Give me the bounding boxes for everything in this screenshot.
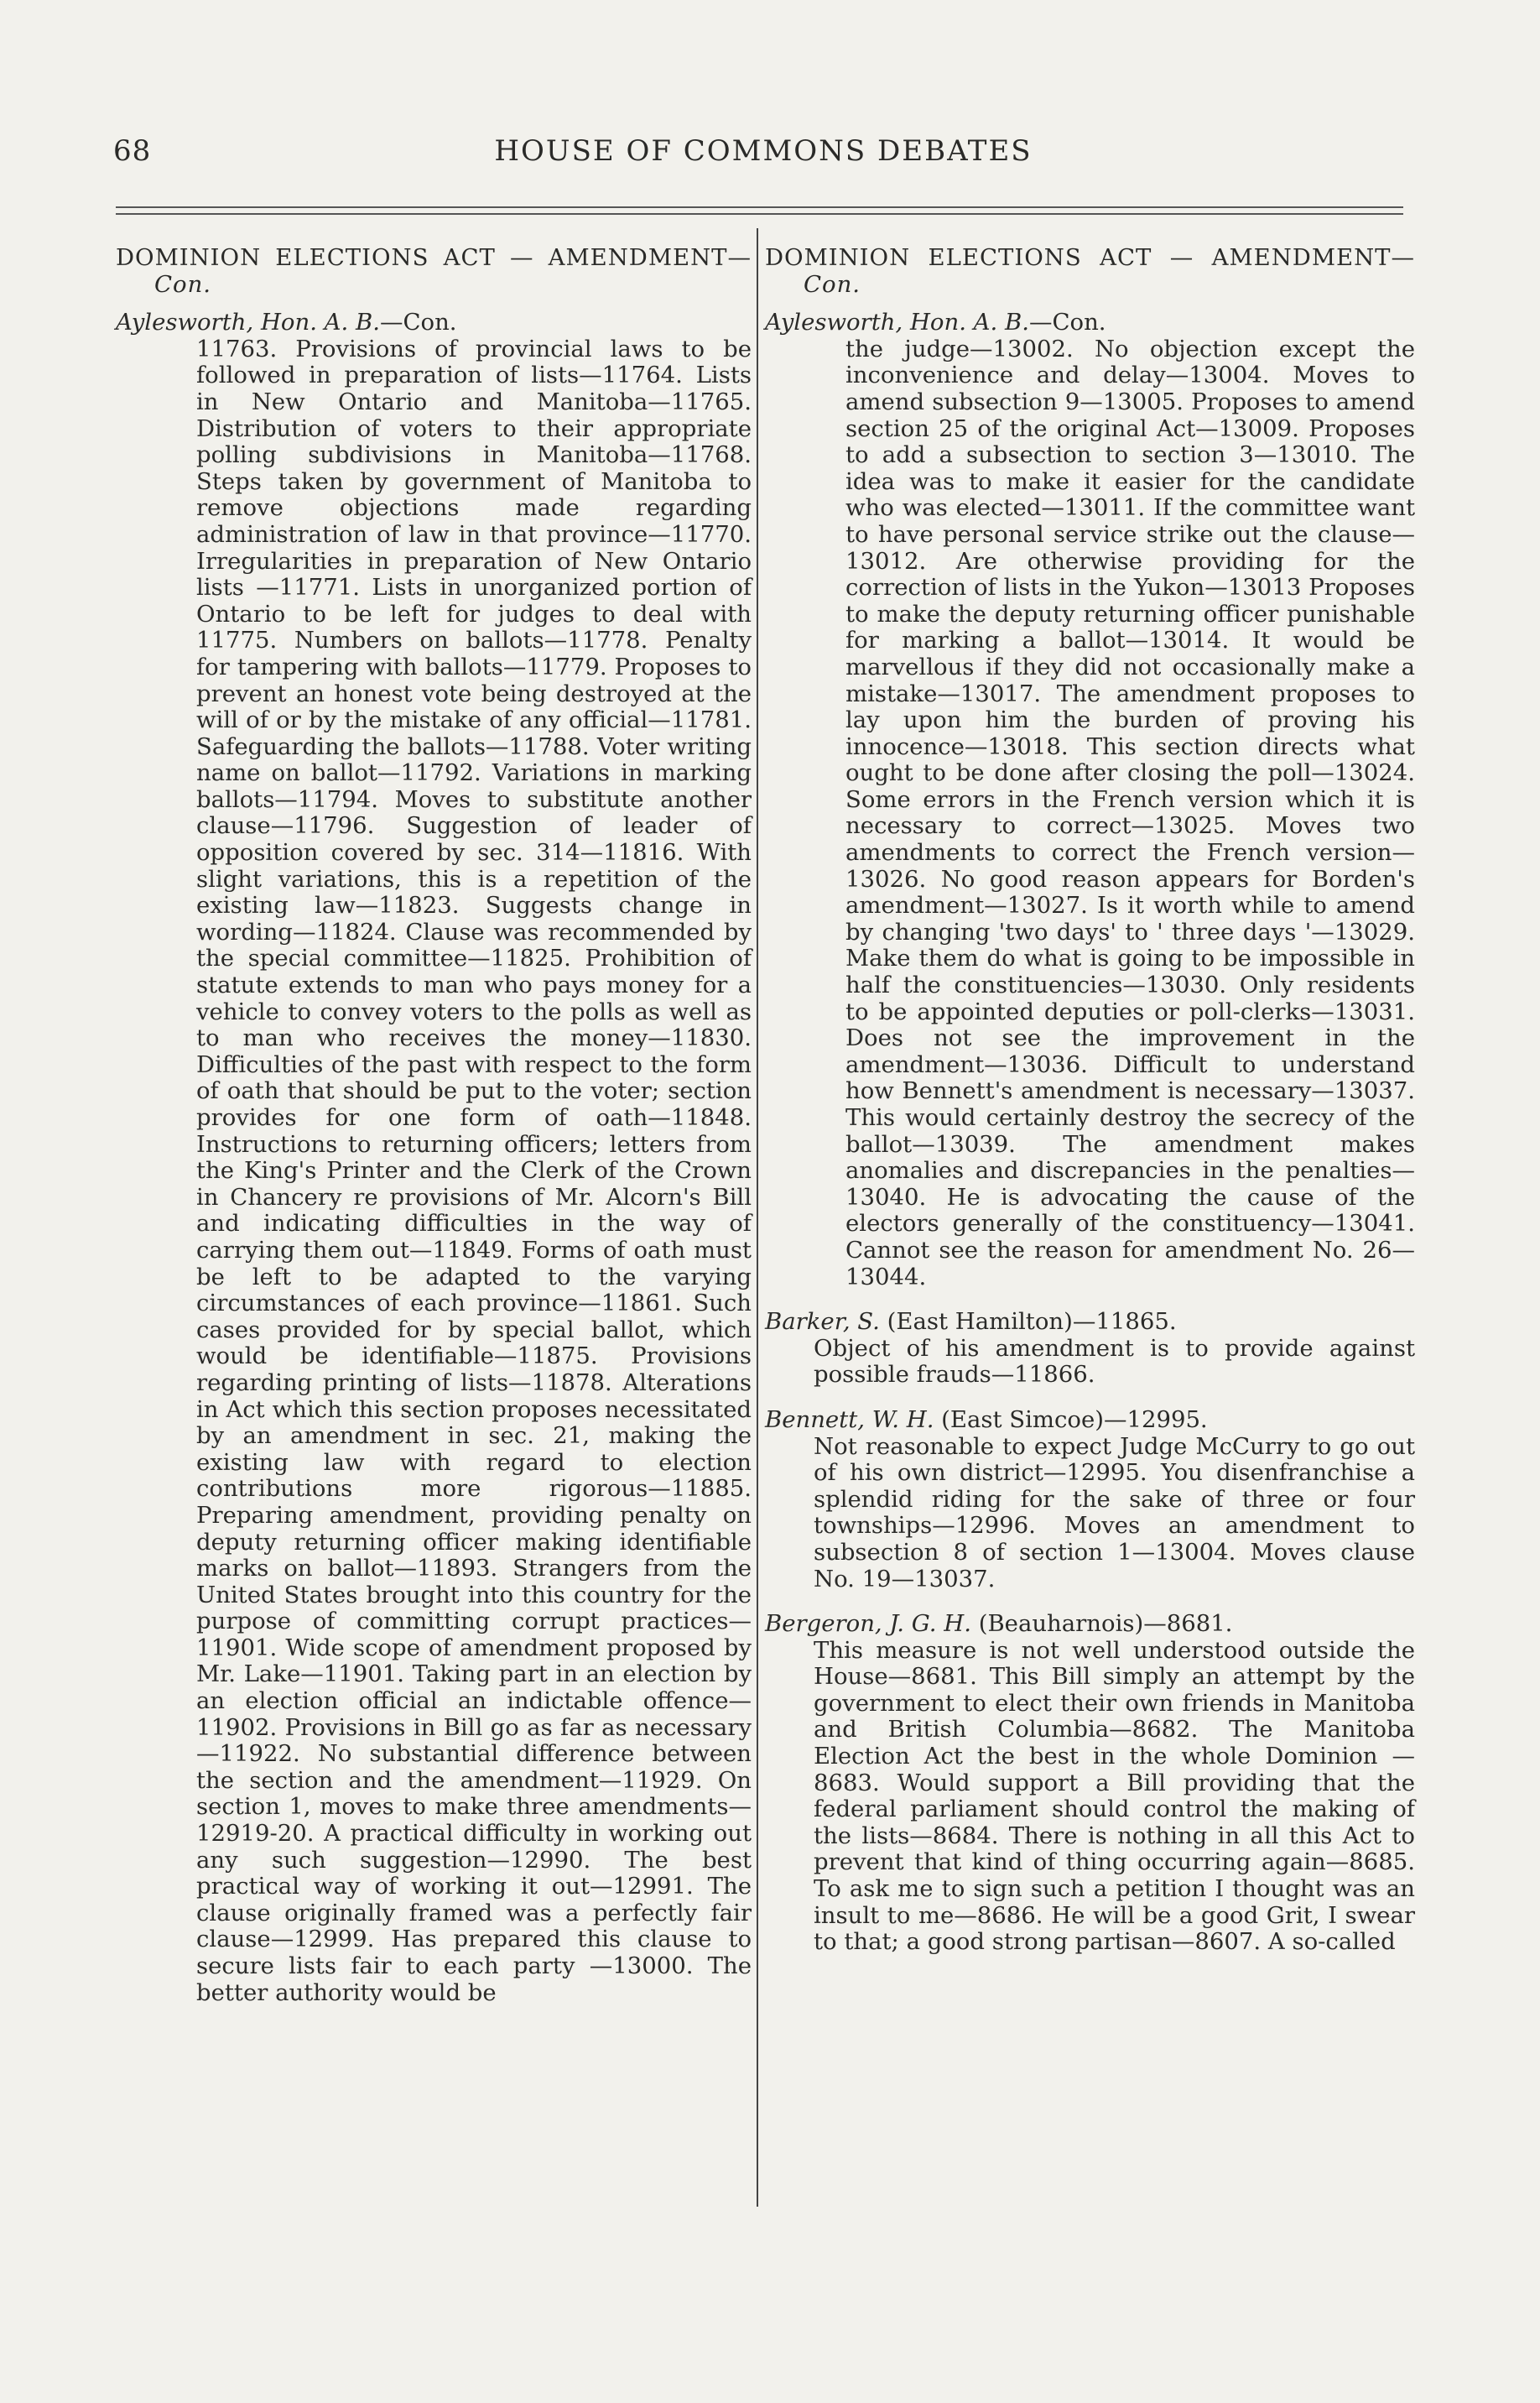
page-number: 68 — [113, 134, 152, 168]
entry-suffix: (Beauharnois)—8681. — [970, 1610, 1233, 1638]
running-head: HOUSE OF COMMONS DEBATES — [494, 134, 1033, 168]
entry-suffix: (East Simcoe)—12995. — [934, 1405, 1208, 1433]
section-heading: DOMINION ELECTIONS ACT — AMENDMENT—Con. — [116, 244, 752, 298]
entry-heading — [765, 1407, 1415, 1434]
entry-name: Bennett, W. H. — [765, 1405, 934, 1433]
index-entry — [765, 1407, 1415, 1592]
index-entry — [116, 310, 752, 2006]
entry-text: This measure is not well understood outside the House—8681. This Bill simply an attempt by the government to elect their own friends in Manitoba and British Columbia—8682. The Manitoba Election Act the best in the whole Dominion —8683. Would support a Bill providing that the federal parliament should control the making of the lists—8684. There is nothing in all this Act to prevent that kind of thing occurring again—8685. To ask me to sign such a petition I thought was an insult to me—8686. He will be a good Grit, I swear to that; a good strong partisan—8607. A so-called — [814, 1636, 1415, 1956]
entry-name: Barker, S. — [765, 1308, 880, 1336]
entry-heading — [765, 1611, 1415, 1638]
left-column — [116, 245, 752, 2025]
entry-heading — [765, 310, 1415, 336]
entry-text: the judge—13002. No objection except the inconvenience and delay—13004. Moves to amend subsection 9—13005. Proposes to amend section 25 of the original Act—13009. Proposes to add a subsection to section 3—13010. The idea was to make it easier for the candidate who was elected—13011. If the committee want to have personal service strike out the clause—13012. Are otherwise providing for the correction of lists in the Yukon—13013 Proposes to make the deputy returning officer punishable for marking a ballot—13014. It would be marvellous if they did not occasionally make a mistake—13017. The amendment proposes to lay upon him the burden of proving his innocence—13018. This section directs what ought to be done after closing the poll—13024. Some errors in the French version which it is necessary to correct—13025. Moves two amendments to correct the French version—13026. No good reason appears for Borden's amendment—13027. Is it worth while to amend by changing 'two days' to ' three days '—13029. Make them do what is going to be impossible in half the constituencies—13030. Only residents to be appointed deputies or poll-clerks—13031. Does not see the improvement in the amendment—13036. Difficult to understand how Bennett's amendment is necessary—13037. This would certainly destroy the secrecy of the ballot—13039. The amendment makes anomalies and discrepancies in the penalties—13040. He is advocating the cause of the electors generally of the constituency—13041. Cannot see the reason for amendment No. 26—13044. — [845, 335, 1415, 1290]
entry-name: Aylesworth, Hon. A. B. — [116, 309, 380, 336]
entry-name: Aylesworth, Hon. A. B. — [765, 309, 1029, 336]
index-entry — [765, 1611, 1415, 1956]
entry-heading — [765, 1309, 1415, 1336]
entry-name: Bergeron, J. G. H. — [765, 1610, 971, 1638]
entry-text: Not reasonable to expect Judge McCurry to go out of his own district—12995. You disenfranchise a splendid riding for the sake of three or four townships—12996. Moves an amendment to subsection 8 of section 1—13004. Moves clause No. 19—13037. — [814, 1432, 1415, 1592]
header-rule — [116, 206, 1403, 215]
column-divider — [757, 228, 758, 2207]
entry-text: Object of his amendment is to provide against possible frauds—11866. — [814, 1334, 1415, 1389]
index-entry — [765, 1309, 1415, 1389]
entry-text: 11763. Provisions of provincial laws to be followed in preparation of lists—11764. Lists in New Ontario and Manitoba—11765. Distribution of voters to their appropriate polling subdivisions in Manitoba—11768. Steps taken by government of Manitoba to remove objections made regarding administration of law in that province—11770. Irregularities in preparation of New Ontario lists —11771. Lists in unorganized portion of Ontario to be left for judges to deal with 11775. Numbers on ballots—11778. Penalty for tampering with ballots—11779. Proposes to prevent an honest vote being destroyed at the will of or by the mistake of any official—11781. Safeguarding the ballots—11788. Voter writing name on ballot—11792. Variations in marking ballots—11794. Moves to substitute another clause—11796. Suggestion of leader of opposition covered by sec. 314—11816. With slight variations, this is a repetition of the existing law—11823. Suggests change in wording—11824. Clause was recommended by the special committee—11825. Prohibition of statute extends to man who pays money for a vehicle to convey voters to the polls as well as to man who receives the money—11830. Difficulties of the past with respect to the form of oath that should be put to the voter; section provides for one form of oath—11848. Instructions to returning officers; letters from the King's Printer and the Clerk of the Crown in Chancery re provisions of Mr. Alcorn's Bill and indicating difficulties in the way of carrying them out—11849. Forms of oath must be left to be adapted to the varying circumstances of each province—11861. Such cases provided for by special ballot, which would be identifiable—11875. Provisions regarding printing of lists—11878. Alterations in Act which this section proposes necessitated by an amendment in sec. 21, making the existing law with regard to election contributions more rigorous—11885. Preparing amendment, providing penalty on deputy returning officer making identifiable marks on ballot—11893. Strangers from the United States brought into this country for the purpose of committing corrupt practices—11901. Wide scope of amendment proposed by Mr. Lake—11901. Taking part in an election by an election official an indictable offence—11902. Provisions in Bill go as far as necessary—11922. No substantial difference between the section and the amendment—11929. On section 1, moves to make three amendments—12919-20. A practical difficulty in working out any such suggestion—12990. The best practical way of working it out—12991. The clause originally framed was a perfectly fair clause—12999. Has prepared this clause to secure lists fair to each party —13000. The better authority would be — [196, 335, 752, 2006]
section-heading: DOMINION ELECTIONS ACT — AMENDMENT—Con. — [765, 244, 1415, 298]
entry-suffix: —Con. — [379, 309, 457, 336]
right-column — [765, 245, 1415, 1974]
entry-suffix: —Con. — [1028, 309, 1106, 336]
entry-heading — [116, 310, 752, 336]
entry-suffix: (East Hamilton)—11865. — [879, 1308, 1177, 1336]
index-entry — [765, 310, 1415, 1290]
